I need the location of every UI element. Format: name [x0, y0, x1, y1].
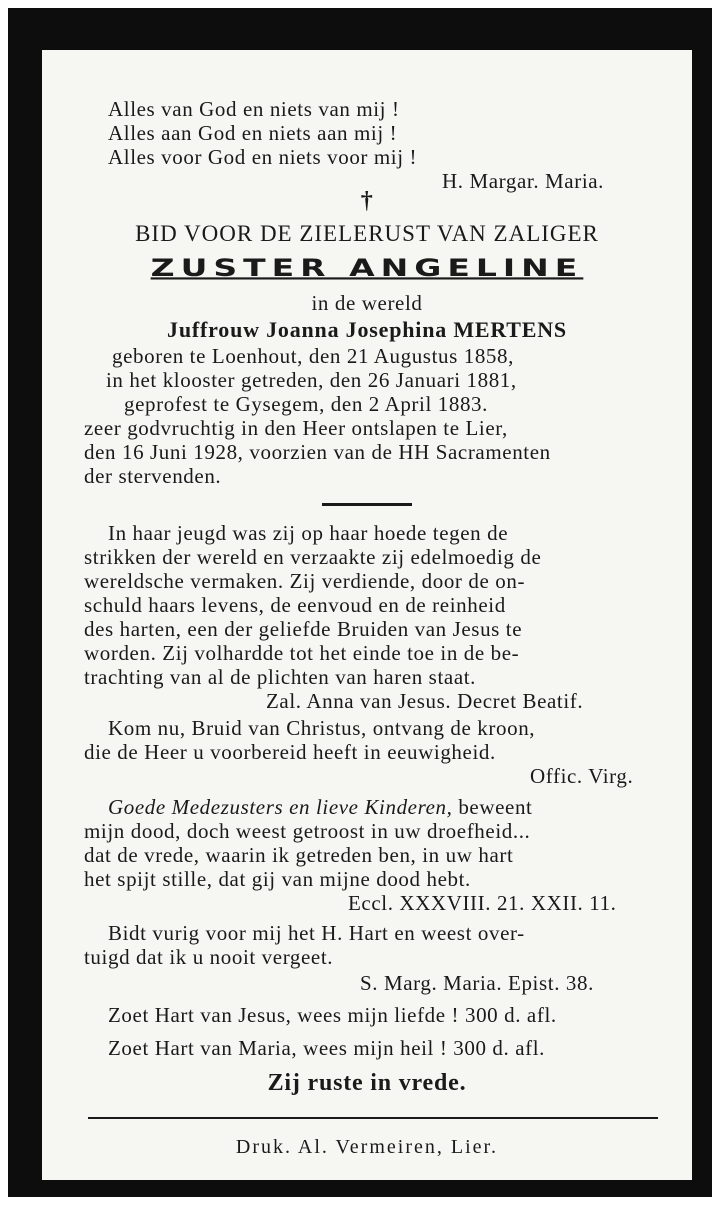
bio-line: in het klooster getreden, den 26 Januari 1881, — [106, 368, 517, 392]
quote-source: Offic. Virg. — [530, 764, 634, 788]
quote-line: Kom nu, Bruid van Christus, ontvang de kroon, — [108, 716, 536, 740]
invocation-line: Zoet Hart van Maria, wees mijn heil ! 300 d. afl. — [108, 1036, 546, 1060]
eulogy-line: In haar jeugd was zij op haar hoede tegen de — [108, 521, 509, 545]
quote-line — [108, 795, 532, 819]
civil-surname: MERTENS — [453, 317, 567, 342]
civil-name — [42, 318, 692, 342]
quote-source: S. Marg. Maria. Epist. 38. — [360, 971, 594, 995]
memorial-card-border — [8, 8, 712, 1197]
quote-source: Eccl. XXXVIII. 21. XXII. 11. — [348, 891, 617, 915]
civil-name-prefix: Juffrouw Joanna Josephina — [167, 317, 448, 342]
eulogy-line: worden. Zij volhardde tot het einde toe in de be- — [84, 641, 520, 665]
quote-line: die de Heer u voorbereid heeft in eeuwigheid. — [84, 740, 496, 764]
bio-line: geprofest te Gysegem, den 2 April 1883. — [124, 392, 488, 416]
short-divider — [322, 503, 412, 506]
memorial-card — [42, 50, 692, 1180]
quote-line: tuigd dat ik u nooit vergeet. — [84, 945, 334, 969]
bio-line: zeer godvruchtig in den Heer ontslapen te Lier, — [84, 416, 508, 440]
prayer-heading: BID VOOR DE ZIELERUST VAN ZALIGER — [135, 221, 599, 246]
cross-icon: † — [360, 188, 374, 214]
eulogy-line: schuld haars levens, de eenvoud en de reinheid — [84, 593, 506, 617]
bio-line: geboren te Loenhout, den 21 Augustus 1858, — [112, 344, 514, 368]
eulogy-line: trachting van al de plichten van haren staat. — [84, 665, 477, 689]
motto-line: Alles voor God en niets voor mij ! — [108, 145, 418, 169]
printer-credit: Druk. Al. Vermeiren, Lier. — [235, 1136, 499, 1158]
eulogy-line: strikken der wereld en verzaakte zij edelmoedig de — [84, 545, 542, 569]
eulogy-source: Zal. Anna van Jesus. Decret Beatif. — [266, 689, 584, 713]
quote-line: Bidt vurig voor mij het H. Hart en weest over- — [108, 921, 525, 945]
quote-line: dat de vrede, waarin ik getreden ben, in uw hart — [84, 843, 514, 867]
eulogy-line: wereldsche vermaken. Zij verdiende, door de on- — [84, 569, 526, 593]
motto-line: Alles aan God en niets aan mij ! — [108, 121, 398, 145]
quote-line: mijn dood, doch weest getroost in uw droefheid... — [84, 819, 531, 843]
eulogy-line: des harten, een der geliefde Bruiden van Jesus te — [84, 617, 523, 641]
invocation-line: Zoet Hart van Jesus, wees mijn liefde ! 300 d. afl. — [108, 1003, 557, 1027]
bio-line: der stervenden. — [84, 464, 222, 488]
bio-line: den 16 Juni 1928, voorzien van de HH Sacramenten — [84, 440, 551, 464]
closing-line: Zij ruste in vrede. — [267, 1070, 467, 1096]
motto-attribution: H. Margar. Maria. — [442, 169, 605, 193]
in-world-label: in de wereld — [311, 291, 423, 315]
quote-line: het spijt stille, dat gij van mijne dood hebt. — [84, 867, 471, 891]
bottom-divider — [88, 1117, 658, 1119]
motto-line: Alles van God en niets van mij ! — [108, 97, 400, 121]
quote-text: beweent — [452, 795, 533, 819]
religious-name: ZUSTER ANGELINE — [150, 253, 584, 282]
quote-italic-address: Goede Medezusters en lieve Kinderen, — [108, 795, 453, 819]
